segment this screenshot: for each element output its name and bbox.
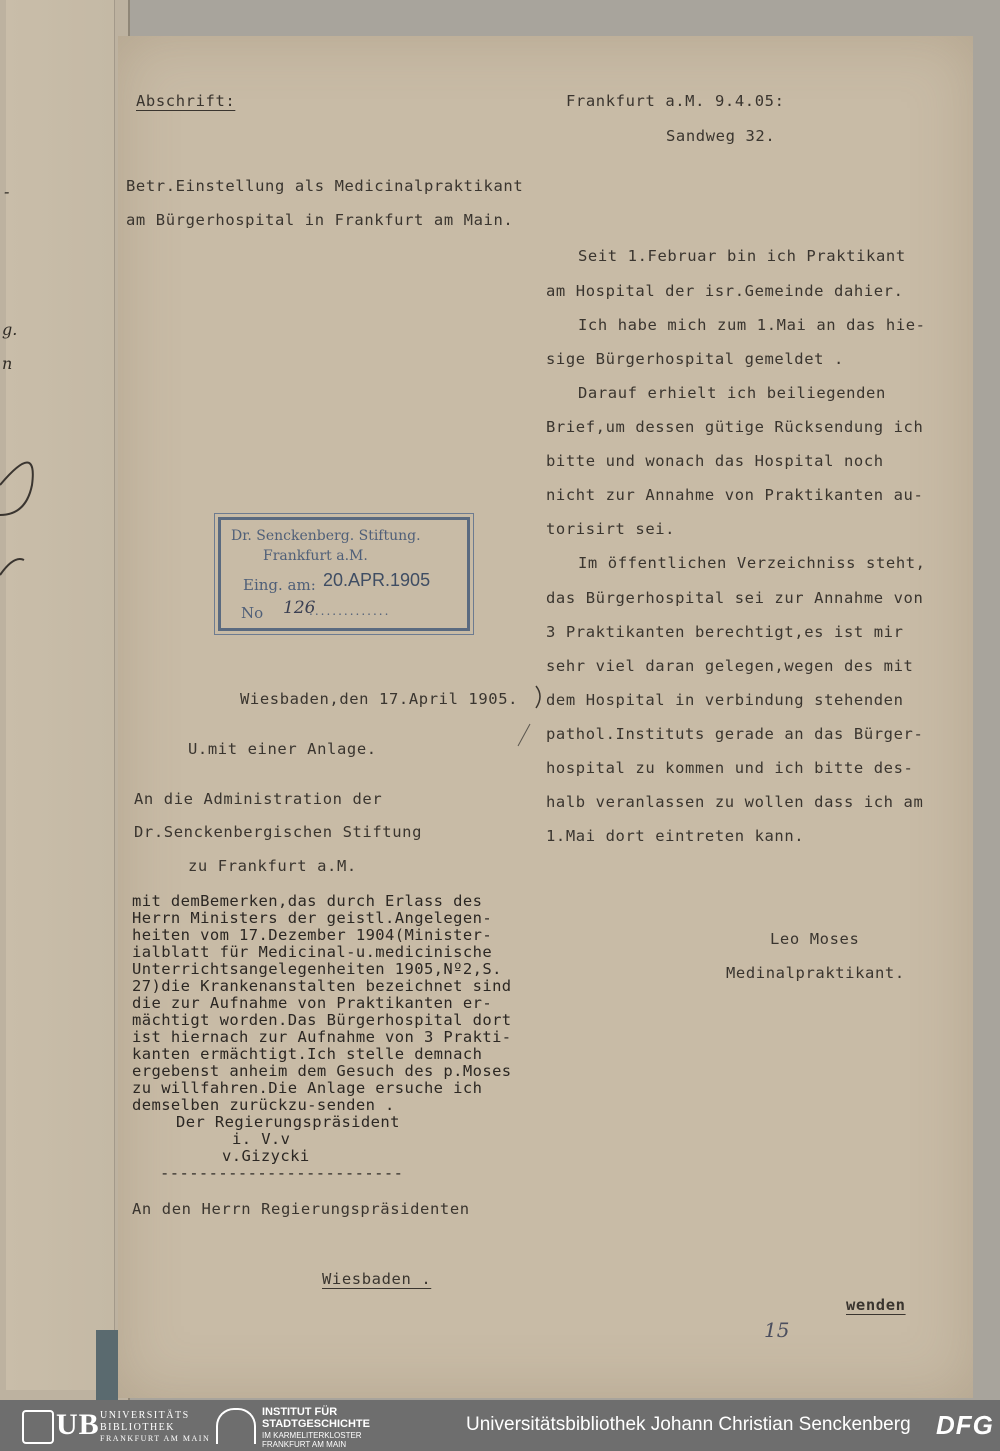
isg-logo-line-2: STADTGESCHICHTE (262, 1418, 370, 1430)
forward-body-line: kanten ermächtigt.Ich stelle demnach (132, 1045, 483, 1063)
letter-line: Ich habe mich zum 1.Mai an das hie- (578, 316, 926, 334)
letter-line: bitte und wonach das Hospital noch (546, 452, 884, 470)
dfg-logo: DFG (936, 1410, 994, 1440)
letter-line: nicht zur Annahme von Praktikanten au- (546, 486, 924, 504)
letter-line: 3 Praktikanten berechtigt,es ist mir (546, 623, 904, 641)
library-title: Universitätsbibliothek Johann Christian Senckenberg (466, 1414, 911, 1435)
address-line-2-text: Wiesbaden . (322, 1270, 432, 1288)
footer-bar (0, 1400, 1000, 1451)
letter-line: am Hospital der isr.Gemeinde dahier. (546, 282, 904, 300)
folio-number: 15 (764, 1318, 790, 1342)
folder-mark: - (4, 182, 10, 201)
forward-body-line: ist hiernach zur Aufnahme von 3 Prakti- (132, 1028, 512, 1046)
stamp-line-1: Dr. Senckenberg. Stiftung. (231, 528, 421, 544)
signature-title: Medinalpraktikant. (726, 964, 905, 982)
letter-line: das Bürgerhospital sei zur Annahme von (546, 589, 924, 607)
letter-address: Sandweg 32. (666, 127, 776, 145)
forward-to-2: Dr.Senckenbergischen Stiftung (134, 823, 423, 841)
isg-logo-line-1: INSTITUT FÜR (262, 1406, 338, 1418)
archive-folder (0, 0, 130, 1400)
stamp-line-2: Frankfurt a.M. (263, 548, 368, 564)
stamp-no-value: 126 (283, 598, 316, 618)
isg-arch-icon (216, 1408, 256, 1444)
stamp-eing-date: 20.APR.1905 (323, 570, 431, 590)
receipt-stamp (218, 517, 470, 631)
folder-spine (96, 1330, 118, 1400)
forward-body-line: heiten vom 17.Dezember 1904(Minister- (132, 926, 493, 944)
letter-line: dem Hospital in verbindung stehenden (546, 691, 904, 709)
page-turn-note: wenden (846, 1296, 906, 1314)
stamp-no-label: No (241, 604, 264, 622)
forward-sign-2: i. V.v (232, 1130, 291, 1148)
stamp-eing-label: Eing. am: (243, 576, 316, 594)
bracket-stroke-icon (506, 684, 552, 754)
address-line-1: An den Herrn Regierungspräsidenten (132, 1200, 470, 1218)
forward-body-line: zu willfahren.Die Anlage ersuche ich (132, 1079, 483, 1097)
letter-line: Im öffentlichen Verzeichniss steht, (578, 554, 926, 572)
forward-body-line: mit demBemerken,das durch Erlass des (132, 892, 483, 910)
isg-logo-line-4: FRANKFURT AM MAIN (262, 1440, 347, 1449)
forward-body-line: demselben zurückzu-senden . (132, 1096, 395, 1114)
forward-sign-3: v.Gizycki (222, 1147, 310, 1165)
forward-sign-1: Der Regierungspräsident (176, 1113, 400, 1131)
forward-place-date: Wiesbaden,den 17.April 1905. (240, 690, 519, 708)
folder-mark: g. (2, 320, 18, 339)
ub-logo-line-1: UNIVERSITÄTS (100, 1410, 190, 1421)
letter-line: Seit 1.Februar bin ich Praktikant (578, 247, 906, 265)
ub-logo-letters: UB (56, 1408, 100, 1441)
forward-enclosure: U.mit einer Anlage. (188, 740, 377, 758)
subject-line-2: am Bürgerhospital in Frankfurt am Main. (126, 211, 514, 229)
letter-place-date: Frankfurt a.M. 9.4.05: (566, 92, 785, 110)
pencil-scribble-icon (0, 410, 60, 600)
copy-label: Abschrift: (136, 92, 236, 110)
ub-portrait-icon (22, 1410, 54, 1444)
subject-line-1: Betr.Einstellung als Medicinalpraktikant (126, 177, 524, 195)
letter-line: torisirt sei. (546, 520, 676, 538)
forward-body-line: ialblatt für Medicinal-u.medicinische (132, 943, 493, 961)
forward-body-line: Herrn Ministers der geistl.Angelegen- (132, 909, 493, 927)
address-line-2 (322, 1270, 431, 1288)
ub-logo-line-3: FRANKFURT AM MAIN (100, 1434, 211, 1443)
forward-body-line: ergebenst anheim dem Gesuch des p.Moses (132, 1062, 512, 1080)
isg-logo-line-3: IM KARMELITERKLOSTER (262, 1431, 362, 1440)
letter-line: 1.Mai dort eintreten kann. (546, 827, 805, 845)
forward-body-line: die zur Aufnahme von Praktikanten er- (132, 994, 493, 1012)
letter-line: halb veranlassen zu wollen dass ich am (546, 793, 924, 811)
letter-line: pathol.Instituts gerade an das Bürger- (546, 725, 924, 743)
stamp-dotted-line: .............. (309, 604, 391, 618)
letter-line: Darauf erhielt ich beiliegenden (578, 384, 886, 402)
forward-to-1: An die Administration der (134, 790, 383, 808)
forward-rule: ------------------------- (160, 1164, 404, 1182)
forward-body-line: mächtigt worden.Das Bürgerhospital dort (132, 1011, 512, 1029)
letter-line: Brief,um dessen gütige Rücksendung ich (546, 418, 924, 436)
folder-inner-sheet (6, 0, 115, 1390)
forward-body-line: 27)die Krankenanstalten bezeichnet sind (132, 977, 512, 995)
forward-body-line: Unterrichtsangelegenheiten 1905,Nº2,S. (132, 960, 502, 978)
ub-logo-line-2: BIBLIOTHEK (100, 1422, 175, 1433)
signature-name: Leo Moses (770, 930, 860, 948)
folder-mark: n (2, 354, 13, 373)
letter-line: sige Bürgerhospital gemeldet . (546, 350, 844, 368)
forward-to-3: zu Frankfurt a.M. (188, 857, 357, 875)
letter-line: hospital zu kommen und ich bitte des- (546, 759, 914, 777)
letter-line: sehr viel daran gelegen,wegen des mit (546, 657, 914, 675)
